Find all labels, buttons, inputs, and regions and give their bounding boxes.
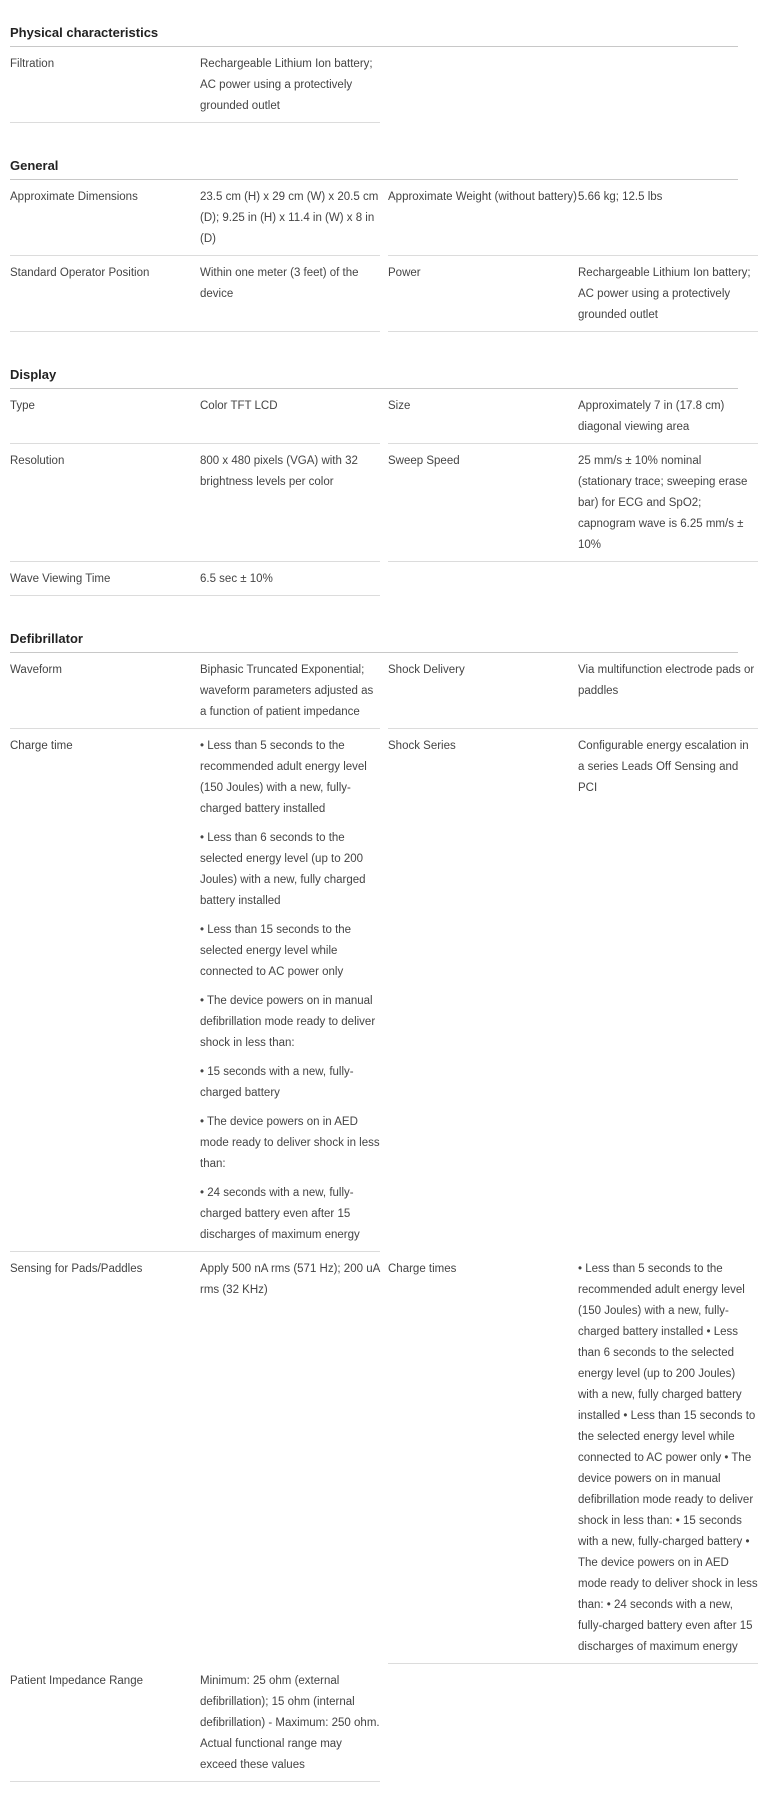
bullet-item: • 24 seconds with a new, fully-charged battery even after 15 discharges of maximum energy: [200, 1187, 360, 1241]
section-title-physical: Physical characteristics: [10, 12, 738, 47]
spec-row: [10, 180, 738, 256]
bullet-item: • 15 seconds with a new, fully-charged battery: [200, 1066, 354, 1099]
spec-pair: [10, 653, 380, 729]
spec-row: [10, 1664, 738, 1782]
spec-value: 800 x 480 pixels (VGA) with 32 brightness levels per color: [200, 444, 380, 562]
spec-label: Approximate Weight (without battery): [388, 180, 578, 256]
spec-label: Waveform: [10, 653, 200, 729]
spec-pair: [388, 729, 758, 1252]
spec-value-bullets: [200, 729, 380, 1252]
spec-pair: [388, 444, 758, 562]
spec-value: Rechargeable Lithium Ion battery; AC power using a protectively grounded outlet: [200, 47, 380, 123]
bullet-item: • The device powers on in manual defibrillation mode ready to deliver shock in less than:: [200, 995, 376, 1049]
spec-row: [10, 653, 755, 729]
section-general: [10, 145, 751, 332]
spec-pair: [388, 180, 758, 256]
spec-row: [10, 47, 738, 123]
spec-value: Via multifunction electrode pads or paddles: [578, 653, 758, 729]
spec-pair: [10, 180, 380, 256]
spec-value: Minimum: 25 ohm (external defibrillation); 15 ohm (internal defibrillation) - Maximum: 250 ohm. Actual functional range may exceed these values: [200, 1664, 380, 1782]
spec-value: 6.5 sec ± 10%: [200, 562, 380, 596]
section-display: [10, 354, 748, 596]
spec-label: Sweep Speed: [388, 444, 578, 562]
spec-value: Rechargeable Lithium Ion battery; AC power using a protectively grounded outlet: [578, 256, 758, 332]
spec-row: [10, 444, 748, 562]
spec-row: [10, 729, 749, 1252]
section-title-display: Display: [10, 354, 738, 389]
spec-label: Resolution: [10, 444, 200, 562]
spec-label: Shock Delivery: [388, 653, 578, 729]
spec-label: Charge times: [388, 1252, 578, 1664]
spec-pair: [388, 256, 758, 332]
spec-value: Approximately 7 in (17.8 cm) diagonal viewing area: [578, 389, 758, 444]
section-defibrillator: [10, 618, 758, 1782]
spec-pair: [10, 1664, 380, 1782]
spec-label: Charge time: [10, 729, 200, 1252]
spec-value: 5.66 kg; 12.5 lbs: [578, 180, 758, 256]
spec-pair: [10, 47, 380, 123]
spec-value: Biphasic Truncated Exponential; waveform parameters adjusted as a function of patient impedance: [200, 653, 380, 729]
spec-label: Filtration: [10, 47, 200, 123]
spec-label: Power: [388, 256, 578, 332]
spec-pair: [10, 389, 380, 444]
spec-label: Size: [388, 389, 578, 444]
bullet-item: • Less than 5 seconds to the recommended adult energy level (150 Joules) with a new, fully-charged battery installed: [200, 740, 367, 815]
section-title-general: General: [10, 145, 738, 180]
spec-pair: [388, 653, 758, 729]
spec-value: • Less than 5 seconds to the recommended adult energy level (150 Joules) with a new, fully-charged battery installed • Less than 6 seconds to the selected energy level (up to 200 Joules) with a new, fully charged battery installed • Less than 15 seconds to the selected energy level while connected to AC power only • The device powers on in manual defibrillation mode ready to deliver shock in less than: • 15 seconds with a new, fully-charged battery • The device powers on in AED mode ready to deliver shock in less than: • 24 seconds with a new, fully-charged battery even after 15 discharges of maximum energy: [578, 1252, 758, 1664]
spec-label: Standard Operator Position: [10, 256, 200, 332]
spec-label: Sensing for Pads/Paddles: [10, 1263, 143, 1275]
spec-pair: [10, 256, 380, 332]
spec-value: Color TFT LCD: [200, 389, 380, 444]
spec-row: [10, 1252, 758, 1664]
spec-pair: [10, 444, 380, 562]
spec-row: [10, 256, 751, 332]
bullet-item: • The device powers on in AED mode ready to deliver shock in less than:: [200, 1116, 380, 1170]
section-physical: [10, 12, 738, 123]
spec-value: Configurable energy escalation in a series Leads Off Sensing and PCI: [578, 740, 749, 794]
spec-pair: [388, 1252, 758, 1664]
spec-pair: [10, 1252, 380, 1664]
spec-label: Shock Series: [388, 740, 456, 752]
spec-row: [10, 562, 738, 596]
spec-value: Apply 500 nA rms (571 Hz); 200 uA rms (32 KHz): [200, 1263, 380, 1296]
spec-label: Type: [10, 389, 200, 444]
spec-pair: [388, 389, 758, 444]
spec-value: 25 mm/s ± 10% nominal (stationary trace; sweeping erase bar) for ECG and SpO2; capnogram wave is 6.25 mm/s ± 10%: [578, 444, 758, 562]
bullet-item: • Less than 6 seconds to the selected energy level (up to 200 Joules) with a new, fully charged battery installed: [200, 832, 366, 907]
bullet-item: • Less than 15 seconds to the selected energy level while connected to AC power only: [200, 924, 352, 978]
spec-pair: [10, 729, 380, 1252]
spec-label: Wave Viewing Time: [10, 562, 200, 596]
spec-value: Within one meter (3 feet) of the device: [200, 256, 380, 332]
spec-pair: [10, 562, 380, 596]
spec-label: Approximate Dimensions: [10, 180, 200, 256]
spec-row: [10, 389, 738, 444]
spec-value: 23.5 cm (H) x 29 cm (W) x 20.5 cm (D); 9.25 in (H) x 11.4 in (W) x 8 in (D): [200, 180, 380, 256]
section-title-defibrillator: Defibrillator: [10, 618, 738, 653]
spec-label: Patient Impedance Range: [10, 1664, 200, 1782]
